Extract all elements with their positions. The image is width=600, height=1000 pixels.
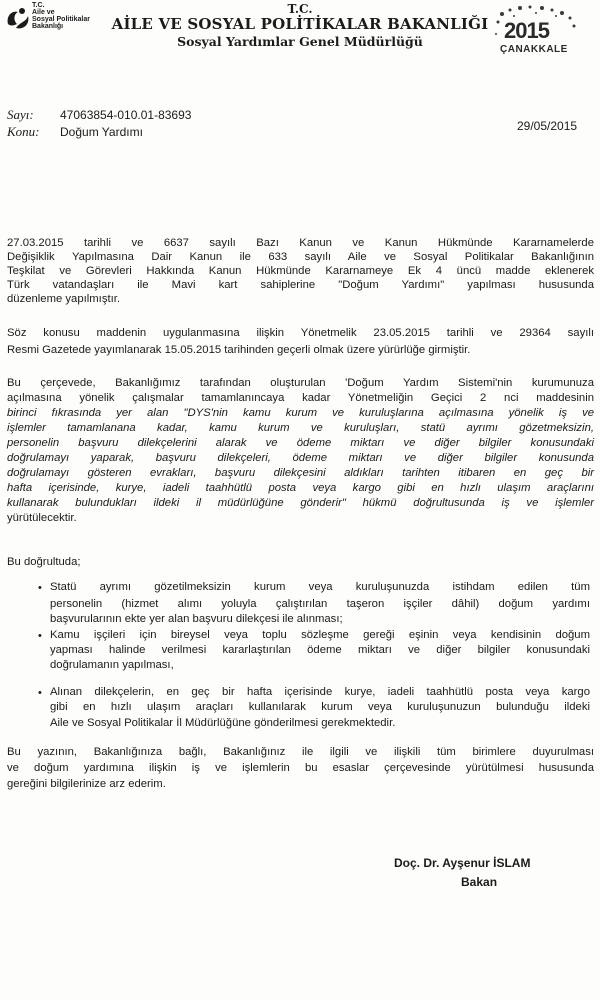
ministry-emblem-icon xyxy=(4,2,32,38)
paragraph-2-line: Söz konusu maddenin uygulanmasına ilişkin Yönetmelik 23.05.2015 tarihli ve 29364 sayılı xyxy=(7,327,594,339)
konu-label: Konu: xyxy=(7,124,40,139)
logo-city: ÇANAKKALE xyxy=(500,44,568,55)
konu-value: Doğum Yardımı xyxy=(60,125,143,139)
logo-text xyxy=(32,2,90,30)
signatory-title: Bakan xyxy=(461,875,498,889)
logo-line: T.C. xyxy=(32,2,45,9)
paragraph-1-line: 27.03.2015 tarihli ve 6637 sayılı Bazı Kanun ve Kanun Hükmünde Kararnamelerde xyxy=(7,237,594,249)
sayi-value: 47063854-010.01-83693 xyxy=(60,108,192,122)
bullet-marker: • xyxy=(38,582,42,594)
logo-line: Bakanlığı xyxy=(32,23,64,30)
sayi-label: Sayı: xyxy=(7,107,34,122)
document-date: 29/05/2015 xyxy=(517,119,578,133)
paragraph-1-line: Değişiklik Yapılmasına Dair Kanun ile 633 sayılı Aile ve Sosyal Politikalar Bakanlığının xyxy=(7,251,594,263)
header-tc: T.C. xyxy=(287,2,313,16)
paragraph-4-line: Bu doğrultuda; xyxy=(7,556,81,568)
paragraph-3-line: birinci fıkrasında yer alan "DYS'nin kamu kurum ve kuruluşlarına açılmasına yönelik iş ve xyxy=(7,407,594,419)
ministry-logo xyxy=(4,2,96,40)
bullet-2-line: Kamu işçileri için bireysel veya toplu sözleşme gereği eşinin veya kendisinin doğum xyxy=(50,629,590,641)
bullet-marker: • xyxy=(38,630,42,642)
paragraph-5-line: Bu yazının, Bakanlığınıza bağlı, Bakanlığınız ile ilgili ve ilişkili tüm birimlere duyurulması xyxy=(7,746,594,758)
bullet-3-line: Aile ve Sosyal Politikalar İl Müdürlüğüne gönderilmesi gerekmektedir. xyxy=(50,717,396,729)
bullet-1-line: başvurularının ekte yer alan başvuru dilekçesi ile alınması; xyxy=(50,613,343,625)
paragraph-3-line: yürütülecektir. xyxy=(7,512,77,524)
paragraph-1-line: Teşkilat ve Görevleri Hakkında Kanun Hükmünde Kararnameye Ek 4 üncü madde eklenerek xyxy=(7,265,594,277)
paragraph-3-line: personelin başvuru dilekçelerini alarak ve ödeme miktarı ve diğer bilgiler konusundaki xyxy=(7,437,594,449)
bullet-2-line: yapması halinde verilmesi kararlaştırılan ödeme miktarı ve diğer bilgiler konusundaki xyxy=(50,644,590,656)
logo-line: Aile ve xyxy=(32,9,55,16)
bullet-1-line: Statü ayrımı gözetilmeksizin kurum veya kuruluşunuzda istihdam edilen tüm xyxy=(50,581,590,593)
bullet-marker: • xyxy=(38,687,42,699)
bullet-3-line: gibi en hızlı ulaşım araçları kullanılarak kurum veya kuruluşunuzun bulunduğu ildeki xyxy=(50,701,590,713)
paragraph-5-line: ve doğum yardımına ilişkin iş ve işlemlerin bu esaslar çerçevesinde yürütülmesi hususunda xyxy=(7,762,594,774)
paragraph-3-line: işlemler tamamlanana kadar, kamu kurum ve kuruluşları, statü ayrımı gözetmeksizin, xyxy=(7,422,594,434)
paragraph-3-line: Bu çerçevede, Bakanlığımız tarafından oluşturulan 'Doğum Yardım Sistemi'nin kurumunuza xyxy=(7,377,594,389)
paragraph-5-line: gereğini bilgilerinize arz ederim. xyxy=(7,778,166,790)
paragraph-1-line: Türk vatandaşları ile Mavi kart sahiplerine "Doğum Yardımı" yapılması hususunda xyxy=(7,279,594,291)
bullet-2-line: doğrulamanın yapılması, xyxy=(50,659,174,671)
paragraph-3-line: kullanarak bulundukları ildeki il müdürlüğüne gönderir" hükmü doğrultusunda iş ve işlemler xyxy=(7,497,594,509)
canakkale-2015-logo xyxy=(490,4,582,60)
paragraph-3-line: açılmasına yönelik çalışmalar tamamlanıncaya kadar Yönetmeliğin Geçici 2 nci maddesinin xyxy=(7,392,594,404)
paragraph-3-line: doğrulamayı yaparak, başvuru dilekçeleri, ödeme miktarı ve diğer bilgiler konusunda xyxy=(7,452,594,464)
department-title: Sosyal Yardımlar Genel Müdürlüğü xyxy=(177,34,423,49)
logo-line: Sosyal Politikalar xyxy=(32,16,90,23)
ministry-title: AİLE VE SOSYAL POLİTİKALAR BAKANLIĞI xyxy=(111,15,489,33)
paragraph-1-line: düzenleme yapılmıştır. xyxy=(7,293,121,305)
signatory-name: Doç. Dr. Ayşenur İSLAM xyxy=(394,856,531,870)
logo-year: 2015 xyxy=(504,18,549,43)
bullet-1-line: personelin (hizmet alımı yoluyla çalıştırılan taşeron işçiler dâhil) doğum yardımı xyxy=(50,598,590,610)
paragraph-3-line: doğrulamayı gösteren evrakları, başvuru dilekçesini aldıkları tarihten itibaren en geç bir xyxy=(7,467,594,479)
paragraph-2-line: Resmi Gazetede yayımlanarak 15.05.2015 tarihinden geçerli olmak üzere yürürlüğe girmiştir. xyxy=(7,344,471,356)
bullet-3-line: Alınan dilekçelerin, en geç bir hafta içerisinde kurye, iadeli taahhütlü posta veya kargo xyxy=(50,686,590,698)
paragraph-3-line: hafta içerisinde, kurye, iadeli taahhütlü posta veya kargo gibi en hızlı ulaşım araçlarını xyxy=(7,482,594,494)
